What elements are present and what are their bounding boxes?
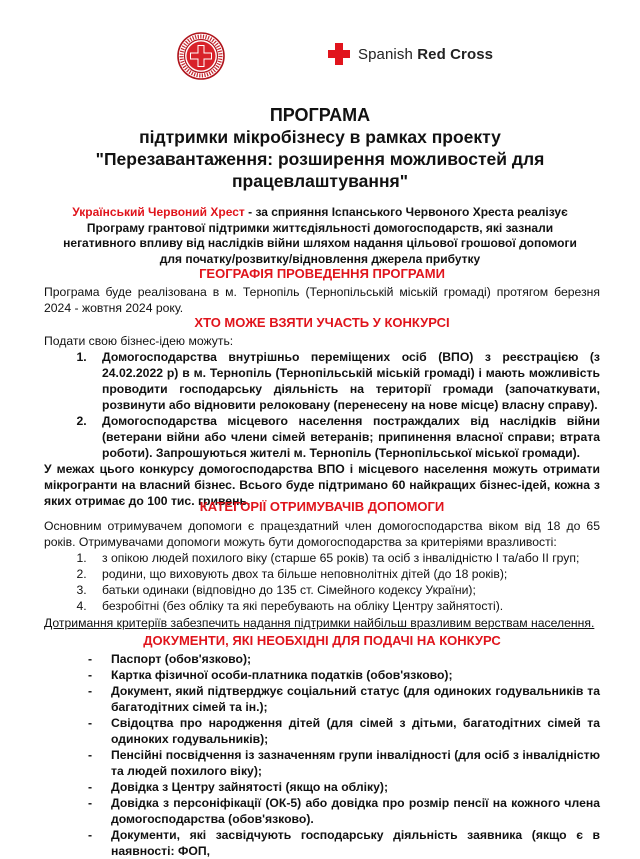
- participants-list: [44, 349, 600, 461]
- categories-list: [44, 550, 600, 614]
- list-item: 1. Домогосподарства внутрішньо переміщених осіб (ВПО) з реєстрацією (з 24.02.2022 р) в м. Тернопіль (Тернопільській міській громаді) і мають можливість проводити господарську діяльність на території громади (започаткувати, розвинути або відновити релоковану (перенесену на нове місце) власну справу).: [90, 349, 600, 413]
- geography-section: [44, 265, 600, 316]
- list-item: - Документи, які засвідчують господарську діяльність заявника (якщо є в наявності: ФОП,: [88, 827, 600, 859]
- list-item: - Паспорт (обов'язково);: [88, 651, 600, 667]
- title-line-3: працевлаштування": [231, 171, 409, 191]
- documents-heading: ДОКУМЕНТИ, ЯКІ НЕОБХІДНІ ДЛЯ ПОДАЧІ НА КОНКУРС: [143, 633, 501, 648]
- geography-text: Програма буде реалізована в м. Тернопіль (Тернопільській міській громаді) протягом березня 2024 - жовтня 2024 року.: [44, 285, 600, 315]
- geography-heading: ГЕОГРАФІЯ ПРОВЕДЕННЯ ПРОГРАМИ: [199, 266, 445, 281]
- list-item: - Документ, який підтверджує соціальний статус (для одиноких годувальників та багатодітних сімей та ін.);: [88, 683, 600, 715]
- documents-list: [44, 651, 600, 859]
- spanish-red-cross-wordmark: [358, 46, 493, 63]
- categories-note: Дотримання критеріїв забезпечить надання підтримки найбільш вразливим верствам населення.: [44, 616, 595, 630]
- categories-lead: Основним отримувачем допомоги є працездатний член домогосподарства віком від 18 до 65 років. Отримувачами допомоги можуть бути домогосподарства за критеріями вразливості:: [44, 519, 600, 549]
- categories-section: [44, 498, 600, 632]
- red-cross-icon: [328, 43, 350, 65]
- title-line-2: "Перезавантаження: розширення можливостей для: [95, 149, 545, 169]
- list-item: - Картка фізичної особи-платника податків (обов'язково);: [88, 667, 600, 683]
- title-line-1: підтримки мікробізнесу в рамках проекту: [139, 127, 501, 147]
- organization-name: Український Червоний Хрест: [72, 205, 245, 219]
- list-item: - Пенсійні посвідчення із зазначенням групи інвалідності (для осіб з інвалідністю та людей похилого віку);: [88, 747, 600, 779]
- logo-text-prefix: Spanish: [358, 45, 413, 63]
- header-logos: [0, 22, 640, 92]
- list-item: 3. батьки одинаки (відповідно до 135 ст. Сімейного кодексу України);: [90, 582, 600, 598]
- participants-heading: ХТО МОЖЕ ВЗЯТИ УЧАСТЬ У КОНКУРСІ: [194, 315, 450, 330]
- list-item: 4. безробітні (без обліку та які перебувають на обліку Центру зайнятості).: [90, 598, 600, 614]
- intro-paragraph: [60, 205, 580, 267]
- categories-heading: КАТЕГОРІЇ ОТРИМУВАЧІВ ДОПОМОГИ: [199, 499, 445, 514]
- documents-section: [44, 632, 600, 859]
- participants-summary: У межах цього конкурсу домогосподарства ВПО і місцевого населення можуть отримати мікрогранти на власний бізнес. Всього буде підтримано 60 найкращих бізнес-ідей, кожна з яких отримає до 100 тис. гривень.: [44, 462, 600, 508]
- intro-text: - за сприяння Іспанського Червоного Хреста реалізує Програму грантової підтримки життєдіяльності домогосподарств, які зазнали негативного впливу від наслідків війни шляхом надання цільової грошової допомоги для початку/розвитку/відновлення джерела прибутку: [63, 205, 577, 266]
- spanish-red-cross-logo: [328, 39, 493, 69]
- participants-section: [44, 314, 600, 509]
- list-item: - Довідка з Центру зайнятості (якщо на обліку);: [88, 779, 600, 795]
- document-title: [0, 104, 640, 192]
- list-item: - Свідоцтва про народження дітей (для сімей з дітьми, багатодітних сімей та одиноких годувальників);: [88, 715, 600, 747]
- title-main: ПРОГРАМА: [269, 105, 371, 125]
- list-item: - Довідка з персоніфікації (ОК-5) або довідка про розмір пенсії на кожного члена домогосподарства (обов'язково).: [88, 795, 600, 827]
- list-item: 2. Домогосподарства місцевого населення постраждалих від наслідків війни (ветерани війни або члени сімей ветеранів; припинення власної справи; втрата роботи). Запрошуються жителі м. Тернопіль (Тернопільської міської громади).: [90, 413, 600, 461]
- list-item: 1. з опікою людей похилого віку (старше 65 років) та осіб з інвалідністю І та/або ІІ груп;: [90, 550, 600, 566]
- logo-text-bold: Red Cross: [417, 45, 494, 63]
- participants-lead: Подати свою бізнес-ідею можуть:: [44, 334, 234, 348]
- list-item: 2. родини, що виховують двох та більше неповнолітніх дітей (до 18 років);: [90, 566, 600, 582]
- ukrainian-red-cross-emblem-icon: [177, 32, 225, 80]
